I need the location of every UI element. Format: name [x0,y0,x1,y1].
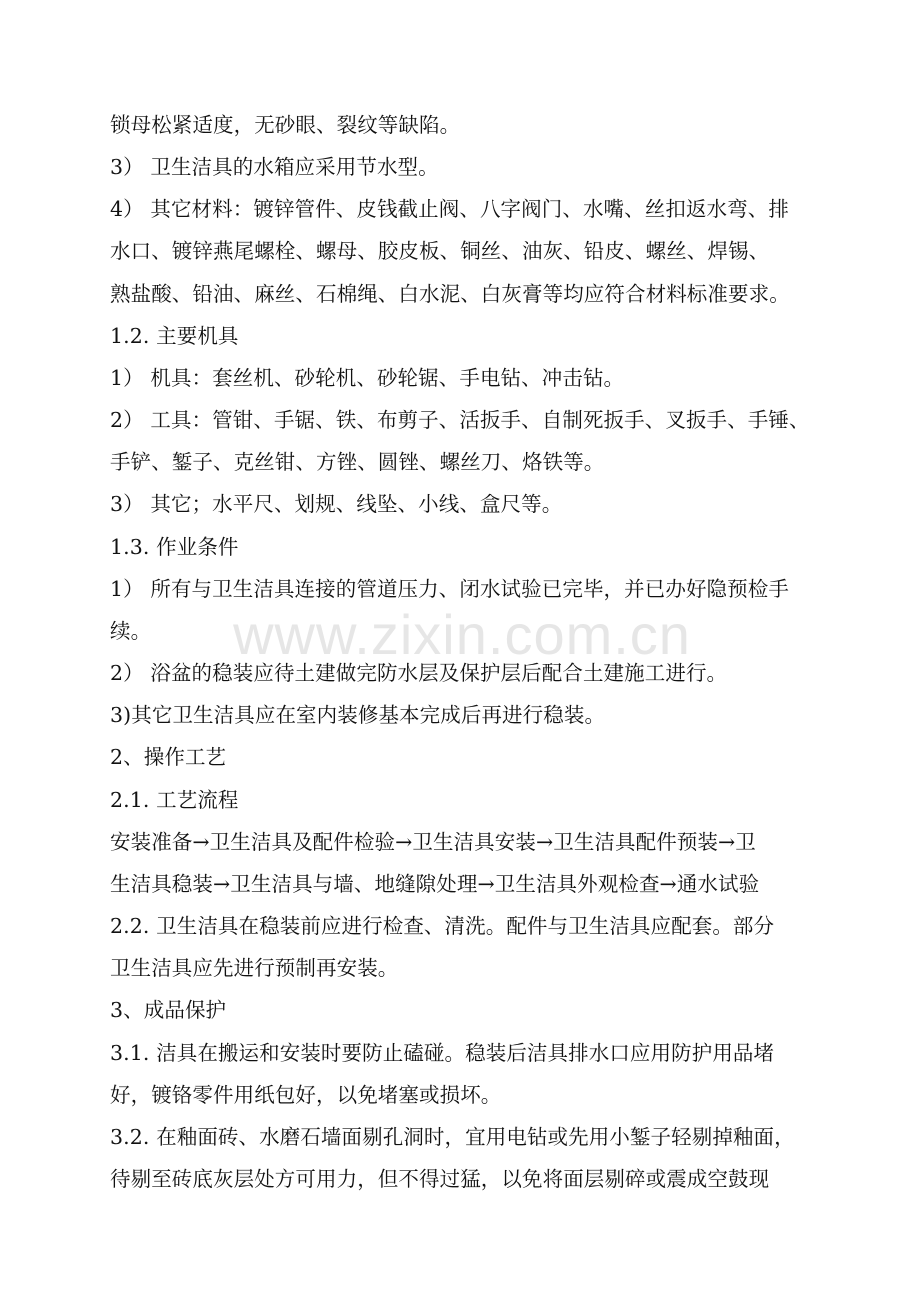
text-line: 1） 机具：套丝机、砂轮机、砂轮锯、手电钻、冲击钻。 [110,366,625,390]
text-line: 3） 卫生洁具的水箱应采用节水型。 [110,155,439,179]
text-line: 锁母松紧适度，无砂眼、裂纹等缺陷。 [110,113,461,137]
section-heading-2-1: 2.1. 工艺流程 [110,788,239,812]
watermark: www.zixin.com.cn [233,603,691,666]
text-line: 2） 工具：管钳、手锯、铁、布剪子、活扳手、自制死扳手、叉扳手、手锤、 [110,408,810,432]
text-line: 2） 浴盆的稳装应待土建做完防水层及保护层后配合土建施工进行。 [110,661,728,685]
text-line: 4） 其它材料：镀锌管件、皮钱截止阀、八字阀门、水嘴、丝扣返水弯、排 [110,197,789,221]
text-line: 3） 其它；水平尺、划规、线坠、小线、盒尺等。 [110,492,563,516]
section-heading-3: 3、成品保护 [110,998,227,1022]
process-flow-line: 生洁具稳装→卫生洁具与墙、地缝隙处理→卫生洁具外观检查→通水试验 [110,872,760,896]
text-line: 3)其它卫生洁具应在室内装修基本完成后再进行稳装。 [110,703,606,727]
process-flow-line: 安装准备→卫生洁具及配件检验→卫生洁具安装→卫生洁具配件预装→卫 [110,830,756,854]
text-line: 手铲、錾子、克丝钳、方锉、圆锉、螺丝刀、烙铁等。 [110,450,605,474]
text-line: 待剔至砖底灰层处方可用力，但不得过猛，以免将面层剔碎或震成空鼓现 [110,1167,770,1191]
text-line: 熟盐酸、铅油、麻丝、石棉绳、白水泥、白灰膏等均应符合材料标准要求。 [110,282,790,306]
section-heading-1-3: 1.3. 作业条件 [110,535,239,559]
text-line: 3.2. 在釉面砖、水磨石墙面剔孔洞时，宜用电钻或先用小錾子轻剔掉釉面， [110,1125,795,1149]
text-line: 续。 [110,619,152,643]
section-heading-2: 2、操作工艺 [110,745,227,769]
text-line: 2.2. 卫生洁具在稳装前应进行检查、清洗。配件与卫生洁具应配套。部分 [110,914,775,938]
text-line: 好，镀铬零件用纸包好，以免堵塞或损坏。 [110,1083,502,1107]
text-line: 3.1. 洁具在搬运和安装时要防止磕碰。稳装后洁具排水口应用防护用品堵 [110,1041,775,1065]
text-line: 水口、镀锌燕尾螺栓、螺母、胶皮板、铜丝、油灰、铅皮、螺丝、焊锡、 [110,239,770,263]
text-line: 卫生洁具应先进行预制再安装。 [110,956,399,980]
text-line: 1） 所有与卫生洁具连接的管道压力、闭水试验已完毕，并已办好隐预检手 [110,577,789,601]
section-heading-1-2: 1.2. 主要机具 [110,324,239,348]
